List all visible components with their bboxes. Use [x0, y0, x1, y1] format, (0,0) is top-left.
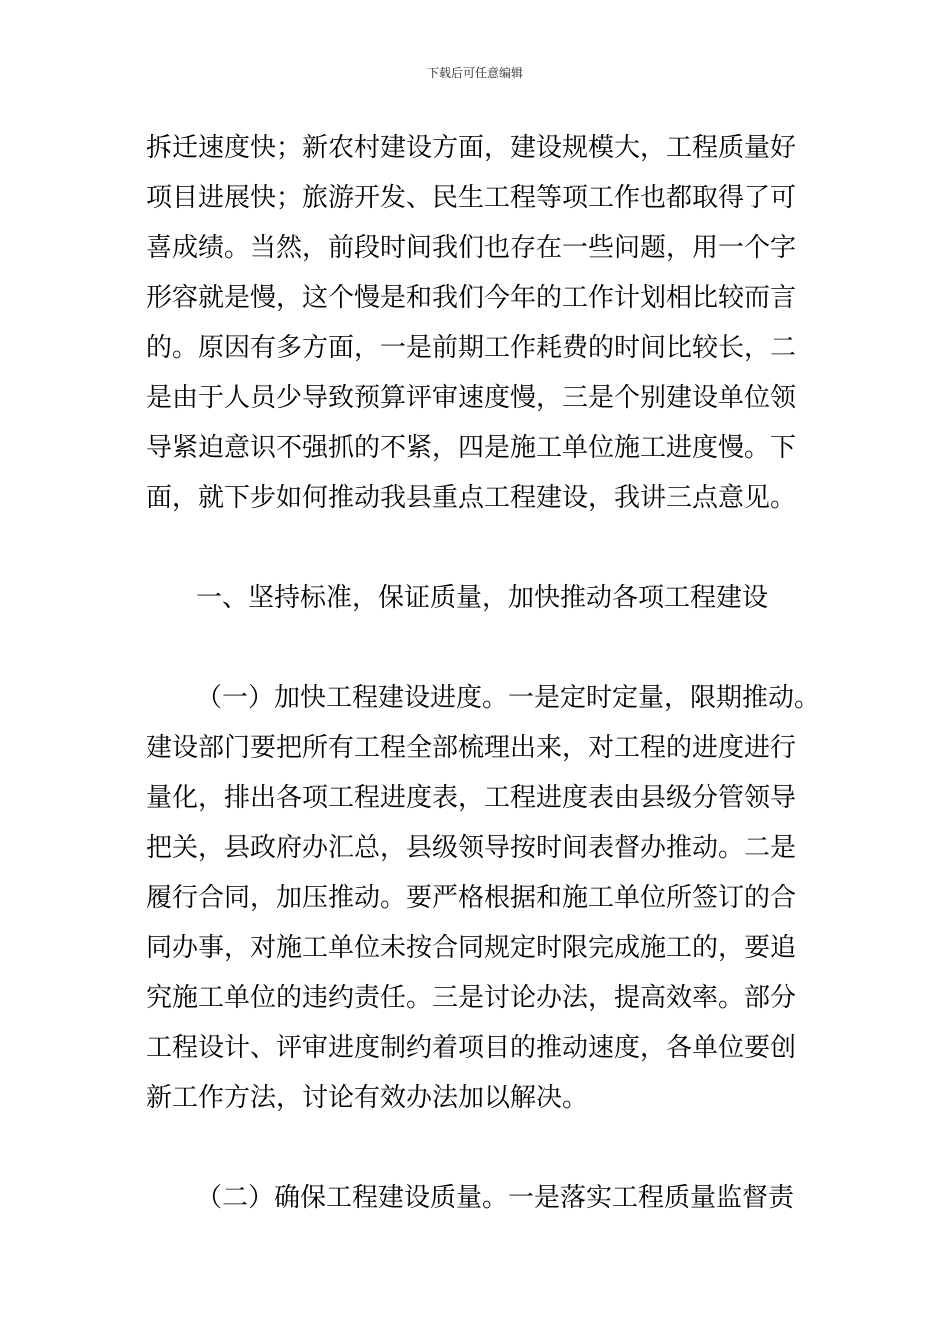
- text-line: 建设部门要把所有工程全部梳理出来，对工程的进度进行: [146, 733, 797, 763]
- text-line: 量化，排出各项工程进度表，工程进度表由县级分管领导: [146, 783, 797, 813]
- text-line: （二）确保工程建设质量。一是落实工程质量监督责: [196, 1183, 795, 1213]
- text-line: 形容就是慢，这个慢是和我们今年的工作计划相比较而言: [146, 283, 797, 313]
- text-line: 是由于人员少导致预算评审速度慢，三是个别建设单位领: [146, 383, 797, 413]
- text-line: 导紧迫意识不强抓的不紧，四是施工单位施工进度慢。下: [146, 433, 797, 463]
- text-line: 究施工单位的违约责任。三是讨论办法，提高效率。部分: [146, 983, 797, 1013]
- text-line: 拆迁速度快；新农村建设方面，建设规模大，工程质量好: [146, 133, 797, 163]
- text-line: 履行合同，加压推动。要严格根据和施工单位所签订的合: [146, 883, 797, 913]
- text-line: 新工作方法，讨论有效办法加以解决。: [146, 1083, 589, 1113]
- text-line: 面，就下步如何推动我县重点工程建设，我讲三点意见。: [146, 483, 797, 513]
- text-line: 同办事，对施工单位未按合同规定时限完成施工的，要追: [146, 933, 797, 963]
- text-line: 喜成绩。当然，前段时间我们也存在一些问题，用一个字: [146, 233, 797, 263]
- text-line: 项目进展快；旅游开发、民生工程等项工作也都取得了可: [146, 183, 797, 213]
- header-note: 下载后可任意编辑: [426, 66, 523, 80]
- text-line: （一）加快工程建设进度。一是定时定量，限期推动。: [196, 683, 821, 713]
- section-heading: 一、坚持标准，保证质量，加快推动各项工程建设: [196, 583, 769, 613]
- text-line: 的。原因有多方面，一是前期工作耗费的时间比较长，二: [146, 333, 797, 363]
- text-line: 工程设计、评审进度制约着项目的推动速度，各单位要创: [146, 1033, 797, 1063]
- text-line: 把关，县政府办汇总，县级领导按时间表督办推动。二是: [146, 833, 797, 863]
